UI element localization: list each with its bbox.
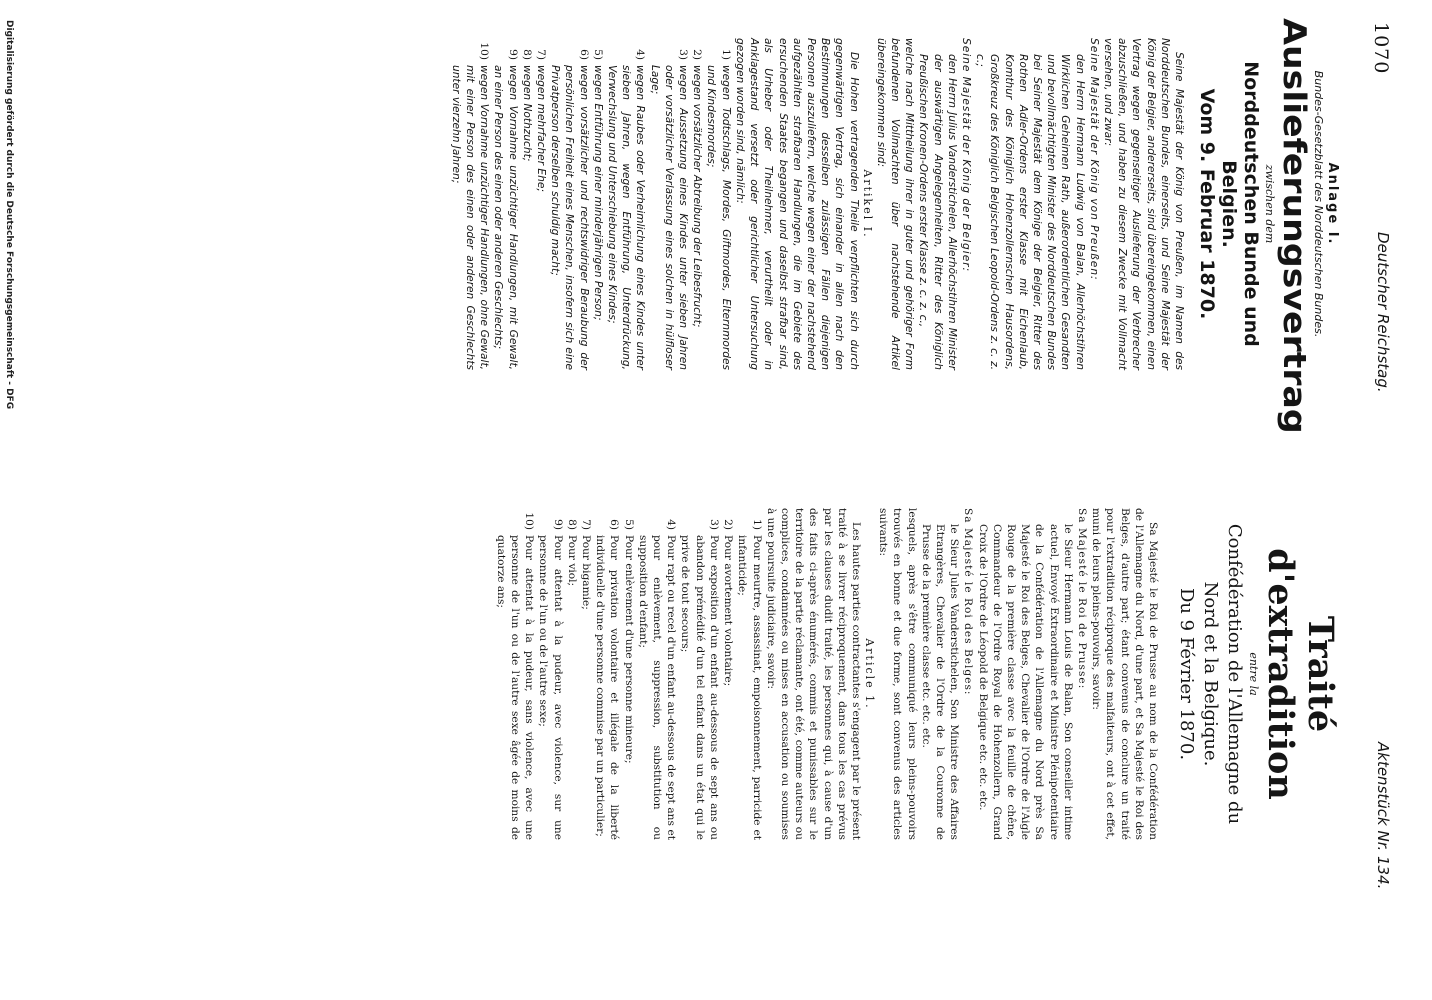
french-article-intro: Les hautes parties contractantes s'engagent par le présent traité à se livrer réciproquement, dans tous les cas prévus par les clauses dudit traité, les personnes qui, à cause d'un des faits ci-après énumérés, commis et punissables sur le territoire de la partie réclamante, ont été, comme auteurs ou complices, condamnées ou mises en accusation ou soumises à une poursuite judiciaire, savoir: xyxy=(764,508,862,840)
french-plen2-text: le Sieur Jules Vanderstichelen, Son Ministre des Affaires Etrangères, Chevalier de l'Ordre de la Couronne de Prusse de la première classe etc. etc. etc. xyxy=(919,524,961,840)
gazette-label: Bundes-Gesetzblatt des Norddeutschen Bundes. xyxy=(1312,70,1325,338)
list-item: 4) wegen Raubes oder Verheimlichung eines Kindes unter sieben Jahren, wegen Entführung, Unterdrückung, Verwechslung und Unterschiebung eines Kindes; xyxy=(606,49,647,370)
french-preamble: Sa Majesté le Roi de Prusse au nom de la Confédération de l'Allemagne du Nord, d'une part, et Sa Majesté le Roi des Belges, d'autre part; étant convenus de conclure un traité pour l'extradition réciproque des malfaiteurs, ont à cet effet, muni de leurs pleins-pouvoirs, savoir: xyxy=(1090,508,1159,840)
list-item: 9) Pour attentat à la pudeur, avec violence, sur une personne de l'un ou de l'autre sexe; xyxy=(537,519,564,840)
list-item: 5) wegen Entführung einer minderjährigen Person; xyxy=(591,49,604,321)
list-item: 1) wegen Todtschlags, Mordes, Giftmordes, Elternmordes und Kindesmordes; xyxy=(705,49,732,370)
german-between: zwischen dem xyxy=(1263,164,1276,244)
list-item: 5) Pour enlèvement d'une personne mineure; xyxy=(622,519,635,764)
german-plen2-text: den Herrn Julius Vanderstichelen, Allerhöchstihren Minister der auswärtigen Angelegenheiten, Ritter des Königlich Preußischen Kronen-Ordens erster Klasse z. c. z. c., xyxy=(917,54,958,370)
german-closing: welche nach Mittheilung ihrer in guter und gehöriger Form befundenen Vollmachten über nachstehende Artikel übereingekommen sind: xyxy=(874,38,916,370)
list-item: 10) wegen Vornahme unzüchtiger Handlungen, ohne Gewalt, mit einer Person des einen oder anderen Geschlechts unter vierzehn Jahren; xyxy=(449,42,491,370)
list-item: 3) Pour exposition d'un enfant au-dessous de sept ans ou abandon prémédité d'un tel enfant dans un état qui le prive de tout secours; xyxy=(679,519,720,840)
dfg-margin-note: Digitalisierung gefördert durch die Deutsche Forschungsgemeinschaft - DFG xyxy=(4,20,14,410)
list-item: 9) wegen Vornahme unzüchtiger Handlungen, mit Gewalt, an einer Person des einen oder anderen Geschlechts; xyxy=(492,49,519,370)
german-preamble: Seine Majestät der König von Preußen, im Namen des Norddeutschen Bundes, einerseits, und Seine Majestät der König der Belgier, andererseits, sind übereingekommen, einen Vertrag wegen gegenseitiger Auslieferung der Verbrecher abzuschließen, und haben zu diesem Zwecke mit Vollmacht versehen, und zwar: xyxy=(1101,38,1185,370)
french-between: entre la xyxy=(1247,652,1260,696)
list-item: 6) Pour privation volontaire et illégale de la liberté individuelle d'une personne commise par un particulier; xyxy=(594,519,621,840)
page-number: 1070 xyxy=(1370,22,1392,75)
german-title: Auslieferungsvertrag xyxy=(1276,18,1312,434)
german-plen1-text: den Herrn Hermann Ludwig von Balan, Allerhöchstihren Wirklichen Geheimen Rath, außerordentlichen Gesandten und bevollmächtigten Minister des Norddeutschen Bundes bei Seiner Majestät dem Könige der Belgier, Ritter des Rothen Adler-Ordens erster Klasse mit Eichenlaub, Komthur des Königlich Hohenzollernschen Hausordens, Großkreuz des Königlich Belgischen Leopold-Ordens z. c. z. c.; xyxy=(974,54,1086,370)
french-parties: Confédération de l'Allemagne du Nord et la Belgique. xyxy=(1200,523,1245,825)
annex-label: Anlage I. xyxy=(1325,162,1340,246)
list-item: 1) Pour meurtre, assassinat, empoisonnement, parricide et infanticide; xyxy=(736,519,763,840)
german-article-heading: Artikel I. xyxy=(860,169,874,239)
list-item: 10) Pour attentat à la pudeur, sans violence, avec une personne de l'un ou de l'autre sexe âgée de moins de quatorze ans; xyxy=(494,512,536,840)
french-date: Du 9 Février 1870. xyxy=(1176,587,1197,761)
list-item: 4) Pour rapt ou recel d'un enfant au-dessous de sept ans et pour enlèvement, suppression, substitution ou supposition d'enfant; xyxy=(636,519,678,840)
document-number: Aktenstück Nr. 134. xyxy=(1374,742,1392,890)
german-date: Vom 9. Februar 1870. xyxy=(1196,88,1218,320)
french-plen2-intro: Sa Majesté le Roi des Belges: xyxy=(962,508,975,696)
german-column xyxy=(449,18,1340,434)
german-plen2-intro: Seine Majestät der König der Belgier: xyxy=(959,38,972,273)
french-closing: lesquels, après s'être communiqué leurs pleins-pouvoirs trouvés en bonne et due forme, sont convenus des articles suivants: xyxy=(877,508,918,840)
list-item: 2) Pour avortement volontaire; xyxy=(722,519,735,687)
list-item: 7) Pour bigamie; xyxy=(580,519,593,610)
german-article-intro: Die Hohen vertragenden Theile verpflichten sich durch gegenwärtigen Vertrag, sich einander in allen nach den Bestimmungen desselben zulässigen Fällen diejenigen Personen auszuliefern, welche wegen einer der nachstehend aufgezählten strafbaren Handlungen, die im Gebiete des ersuchenden Staates begangen und daselbst strafbar sind, als Urheber oder Theilnehmer, verurtheilt oder in Anklagestand versetzt oder gerichtlicher Untersuchung gezogen worden sind, nämlich: xyxy=(733,38,860,370)
french-title: Traité d'extradition xyxy=(1260,548,1341,800)
german-plen1-intro: Seine Majestät der König von Preußen: xyxy=(1087,38,1100,281)
french-plen1-intro: Sa Majesté le Roi de Prusse: xyxy=(1075,508,1088,690)
list-item: 8) Pour viol; xyxy=(565,519,578,587)
list-item: 2) wegen vorsätzlicher Abtreibung der Leibesfrucht; xyxy=(691,49,704,328)
german-parties: Norddeutschen Bunde und Belgien. xyxy=(1218,61,1262,347)
french-article-heading: Article 1. xyxy=(862,638,876,710)
french-plen1-text: le Sieur Hermann Louis de Balan, Son conseiller intime actuel, Envoyé Extraordinaire et Ministre Plénipotentiaire de la Confédération de l'Allemagne du Nord près Sa Majesté le Roi des Belges, Chevalier de l'Ordre de l'Aigle Rouge de la première classe avec la feuille de chêne, Commandeur de l'Ordre Royal de Hohenzollern, Grand Croix de l'Ordre de Léopold de Belgique etc. etc. etc. xyxy=(976,524,1074,840)
list-item: 7) wegen mehrfacher Ehe; xyxy=(535,49,548,192)
list-item: 3) wegen Aussetzung eines Kindes unter sieben Jahren oder vorsätzlicher Verlassung eines solchen in hülfloser Lage; xyxy=(648,49,690,370)
german-offence-list xyxy=(449,38,733,370)
french-offence-list xyxy=(494,508,764,840)
french-column xyxy=(494,508,1340,840)
running-head: Deutscher Reichstag. xyxy=(1374,232,1392,393)
list-item: 6) wegen vorsätzlicher und rechtswidriger Beraubung der persönlichen Freiheit eines Menschen, insofern sich eine Privatperson derselben schuldig macht; xyxy=(549,49,590,370)
list-item: 8) wegen Nothzucht; xyxy=(520,49,533,162)
